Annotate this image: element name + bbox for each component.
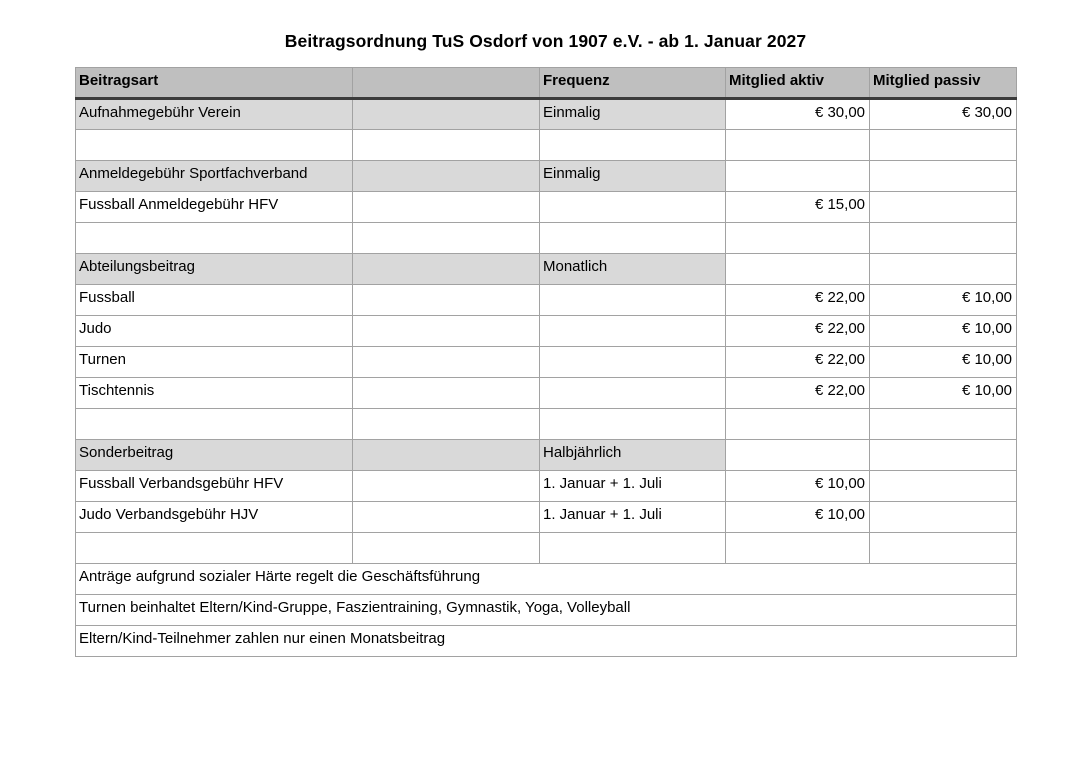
row-fussball-verbandsgebuehr-hfv [76, 471, 1017, 502]
cell-frequenz: Monatlich [540, 254, 726, 285]
cell-beitragsart [76, 130, 353, 161]
row-abteilungsbeitrag [76, 254, 1017, 285]
cell-mitglied-aktiv [726, 533, 870, 564]
row-empty-4 [76, 533, 1017, 564]
cell-spacer [353, 130, 540, 161]
cell-mitglied-aktiv [726, 409, 870, 440]
cell-beitragsart: Sonderbeitrag [76, 440, 353, 471]
row-note-turnen-inhalt [76, 595, 1017, 626]
cell-mitglied-passiv [870, 471, 1017, 502]
cell-spacer [353, 409, 540, 440]
row-aufnahmegebuehr-verein [76, 99, 1017, 130]
cell-mitglied-passiv [870, 502, 1017, 533]
cell-mitglied-aktiv: € 22,00 [726, 347, 870, 378]
row-empty-2 [76, 223, 1017, 254]
row-note-eltern-kind [76, 626, 1017, 657]
cell-frequenz: Halbjährlich [540, 440, 726, 471]
row-judo-verbandsgebuehr-hjv [76, 502, 1017, 533]
cell-mitglied-aktiv: € 15,00 [726, 192, 870, 223]
cell-mitglied-aktiv [726, 223, 870, 254]
cell-spacer [353, 161, 540, 192]
cell-spacer [353, 440, 540, 471]
cell-mitglied-aktiv [726, 130, 870, 161]
row-anmeldegebuehr-sportfachverband [76, 161, 1017, 192]
cell-frequenz: 1. Januar + 1. Juli [540, 471, 726, 502]
cell-spacer [353, 378, 540, 409]
cell-frequenz [540, 347, 726, 378]
cell-beitragsart [76, 223, 353, 254]
column-header-frequenz: Frequenz [540, 68, 726, 99]
cell-spacer [353, 502, 540, 533]
cell-mitglied-passiv: € 10,00 [870, 285, 1017, 316]
cell-frequenz: Einmalig [540, 99, 726, 130]
cell-mitglied-passiv [870, 409, 1017, 440]
cell-beitragsart: Judo Verbandsgebühr HJV [76, 502, 353, 533]
cell-mitglied-passiv [870, 533, 1017, 564]
cell-frequenz [540, 409, 726, 440]
row-fussball [76, 285, 1017, 316]
row-fussball-anmeldegebuehr-hfv [76, 192, 1017, 223]
cell-frequenz [540, 533, 726, 564]
cell-beitragsart [76, 409, 353, 440]
cell-spacer [353, 223, 540, 254]
cell-mitglied-passiv [870, 161, 1017, 192]
cell-beitragsart: Fussball [76, 285, 353, 316]
cell-mitglied-passiv [870, 440, 1017, 471]
cell-beitragsart [76, 533, 353, 564]
row-note-soziale-haerte [76, 564, 1017, 595]
note-cell: Eltern/Kind-Teilnehmer zahlen nur einen Monatsbeitrag [76, 626, 1017, 657]
cell-mitglied-aktiv: € 10,00 [726, 502, 870, 533]
cell-beitragsart: Judo [76, 316, 353, 347]
row-empty-3 [76, 409, 1017, 440]
document-title: Beitragsordnung TuS Osdorf von 1907 e.V. - ab 1. Januar 2027 [284, 31, 807, 51]
cell-spacer [353, 99, 540, 130]
note-cell: Anträge aufgrund sozialer Härte regelt die Geschäftsführung [76, 564, 1017, 595]
cell-spacer [353, 285, 540, 316]
cell-beitragsart: Fussball Verbandsgebühr HFV [76, 471, 353, 502]
cell-mitglied-passiv: € 10,00 [870, 316, 1017, 347]
cell-spacer [353, 533, 540, 564]
cell-frequenz [540, 223, 726, 254]
cell-mitglied-passiv [870, 130, 1017, 161]
cell-frequenz [540, 130, 726, 161]
cell-mitglied-passiv: € 30,00 [870, 99, 1017, 130]
cell-spacer [353, 192, 540, 223]
note-cell: Turnen beinhaltet Eltern/Kind-Gruppe, Faszientraining, Gymnastik, Yoga, Volleyball [76, 595, 1017, 626]
cell-mitglied-passiv [870, 223, 1017, 254]
cell-mitglied-aktiv: € 22,00 [726, 285, 870, 316]
cell-beitragsart: Aufnahmegebühr Verein [76, 99, 353, 130]
cell-spacer [353, 347, 540, 378]
cell-mitglied-passiv: € 10,00 [870, 347, 1017, 378]
cell-frequenz: 1. Januar + 1. Juli [540, 502, 726, 533]
column-header-mitglied-passiv: Mitglied passiv [870, 68, 1017, 99]
cell-beitragsart: Fussball Anmeldegebühr HFV [76, 192, 353, 223]
cell-frequenz: Einmalig [540, 161, 726, 192]
column-header-spacer [353, 68, 540, 99]
cell-mitglied-aktiv [726, 161, 870, 192]
cell-mitglied-aktiv [726, 440, 870, 471]
row-judo [76, 316, 1017, 347]
column-header-mitglied-aktiv: Mitglied aktiv [726, 68, 870, 99]
cell-mitglied-passiv [870, 254, 1017, 285]
cell-beitragsart: Anmeldegebühr Sportfachverband [76, 161, 353, 192]
column-header-beitragsart: Beitragsart [76, 68, 353, 99]
cell-mitglied-aktiv: € 30,00 [726, 99, 870, 130]
cell-beitragsart: Turnen [76, 347, 353, 378]
cell-mitglied-aktiv [726, 254, 870, 285]
cell-frequenz [540, 192, 726, 223]
cell-spacer [353, 254, 540, 285]
cell-spacer [353, 316, 540, 347]
cell-frequenz [540, 378, 726, 409]
cell-mitglied-aktiv: € 22,00 [726, 316, 870, 347]
fees-table [75, 67, 1017, 657]
row-empty-1 [76, 130, 1017, 161]
row-tischtennis [76, 378, 1017, 409]
cell-mitglied-aktiv: € 10,00 [726, 471, 870, 502]
cell-mitglied-aktiv: € 22,00 [726, 378, 870, 409]
cell-mitglied-passiv: € 10,00 [870, 378, 1017, 409]
cell-frequenz [540, 285, 726, 316]
cell-frequenz [540, 316, 726, 347]
cell-beitragsart: Abteilungsbeitrag [76, 254, 353, 285]
cell-mitglied-passiv [870, 192, 1017, 223]
cell-spacer [353, 471, 540, 502]
cell-beitragsart: Tischtennis [76, 378, 353, 409]
row-sonderbeitrag [76, 440, 1017, 471]
header-row [76, 68, 1017, 99]
row-turnen [76, 347, 1017, 378]
